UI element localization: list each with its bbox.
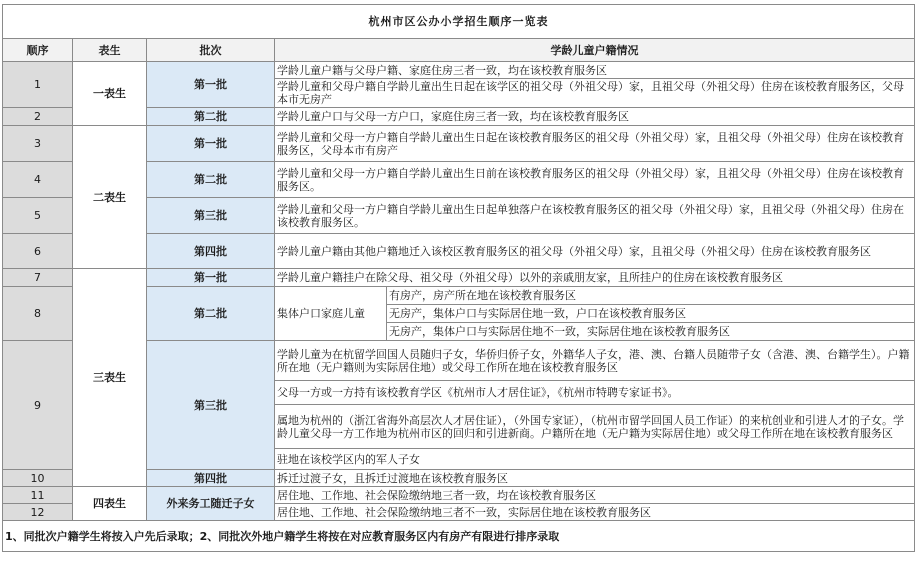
row-number: 3 (3, 126, 73, 162)
title-row (3, 5, 915, 39)
row-description: 学龄儿童户籍与父母户籍、家庭住房三者一致，均在该校教育服务区 (275, 62, 915, 79)
header-description: 学龄儿童户籍情况 (275, 39, 915, 62)
header-row (3, 39, 915, 62)
batch-label: 第四批 (147, 234, 275, 269)
header-group: 表生 (73, 39, 147, 62)
row-description: 学龄儿童为在杭留学回国人员随归子女，华侨归侨子女，外籍华人子女，港、澳、台籍人员随带子女（含港、澳、台籍学生）。户籍所在地（无户籍则为实际居住地）或父母工作所在地在该校教育服务区 (275, 341, 915, 381)
batch-label: 第三批 (147, 198, 275, 234)
batch-label: 第二批 (147, 162, 275, 198)
row-number: 2 (3, 108, 73, 126)
row-description: 居住地、工作地、社会保险缴纳地三者一致，均在该校教育服务区 (275, 487, 915, 504)
row-description: 居住地、工作地、社会保险缴纳地三者不一致，实际居住地在该校教育服务区 (275, 504, 915, 521)
row-description: 学龄儿童和父母户籍自学龄儿童出生日起在该学区的祖父母（外祖父母）家，且祖父母（外祖父母）住房在该校教育服务区，父母本市无房产 (275, 79, 915, 108)
batch-label: 第四批 (147, 470, 275, 487)
row-number: 11 (3, 487, 73, 504)
row-number: 9 (3, 341, 73, 470)
batch-label: 第三批 (147, 341, 275, 470)
table-row (3, 487, 915, 504)
row-description: 父母一方或一方持有该校教育学区《杭州市人才居住证》，《杭州市特聘专家证书》。 (275, 381, 915, 405)
header-order: 顺序 (3, 39, 73, 62)
batch-label: 第一批 (147, 126, 275, 162)
row-number: 12 (3, 504, 73, 521)
row-description: 无房产，集体户口与实际居住地不一致，实际居住地在该校教育服务区 (387, 323, 915, 341)
group-label-4: 四表生 (73, 487, 147, 521)
row-description: 学龄儿童和父母一方户籍自学龄儿童出生日前在该校教育服务区的祖父母（外祖父母）家，且祖父母（外祖父母）住房在该校教育服务区。 (275, 162, 915, 198)
row-description: 学龄儿童和父母一方户籍自学龄儿童出生日起单独落户在该校教育服务区的祖父母（外祖父母）家，且祖父母（外祖父母）住房在该校教育服务区。 (275, 198, 915, 234)
batch-label: 第二批 (147, 287, 275, 341)
row-description: 学龄儿童户籍挂户在除父母、祖父母（外祖父母）以外的亲戚朋友家，且所挂户的住房在该校教育服务区 (275, 269, 915, 287)
row-description: 拆迁过渡子女，且拆迁过渡地在该校教育服务区 (275, 470, 915, 487)
row-number: 5 (3, 198, 73, 234)
row-description: 无房产，集体户口与实际居住地一致，户口在该校教育服务区 (387, 305, 915, 323)
enrollment-order-table (2, 4, 915, 552)
table-title: 杭州市区公办小学招生顺序一览表 (3, 5, 915, 39)
row-description: 学龄儿童户口与父母一方户口，家庭住房三者一致，均在该校教育服务区 (275, 108, 915, 126)
row-description: 有房产，房产所在地在该校教育服务区 (387, 287, 915, 305)
table-row (3, 126, 915, 162)
note-row (3, 521, 915, 552)
header-batch: 批次 (147, 39, 275, 62)
batch-label: 第一批 (147, 62, 275, 108)
row-description: 学龄儿童和父母一方户籍自学龄儿童出生日起在该校教育服务区的祖父母（外祖父母）家，且祖父母（外祖父母）住房在该校教育服务区，父母本市有房产 (275, 126, 915, 162)
batch-label: 第一批 (147, 269, 275, 287)
batch-label-migrant: 外来务工随迁子女 (147, 487, 275, 521)
group-label-3: 三表生 (73, 269, 147, 487)
table-row (3, 269, 915, 287)
footnote: 1、同批次户籍学生将按入户先后录取；2、同批次外地户籍学生将按在对应教育服务区内有房产有限进行排序录取 (3, 521, 915, 552)
collective-household-label: 集体户口家庭儿童 (275, 287, 387, 341)
row-number: 4 (3, 162, 73, 198)
row-number: 10 (3, 470, 73, 487)
row-number: 7 (3, 269, 73, 287)
group-label-2: 二表生 (73, 126, 147, 269)
row-description: 驻地在该校学区内的军人子女 (275, 449, 915, 470)
batch-label: 第二批 (147, 108, 275, 126)
row-number: 6 (3, 234, 73, 269)
table-row (3, 62, 915, 79)
group-label-1: 一表生 (73, 62, 147, 126)
row-number: 8 (3, 287, 73, 341)
row-description: 学龄儿童户籍由其他户籍地迁入该校区教育服务区的祖父母（外祖父母）家，且祖父母（外祖父母）住房在该校教育服务区 (275, 234, 915, 269)
row-description: 属地为杭州的（浙江省海外高层次人才居住证），（外国专家证），（杭州市留学回国人员工作证）的来杭创业和引进人才的子女。学龄儿童父母一方工作地为杭州市区的回归和引进新商。户籍所在地（无户籍为实际居住地）或父母工作所在地在该校教育服务区 (275, 405, 915, 449)
row-number: 1 (3, 62, 73, 108)
